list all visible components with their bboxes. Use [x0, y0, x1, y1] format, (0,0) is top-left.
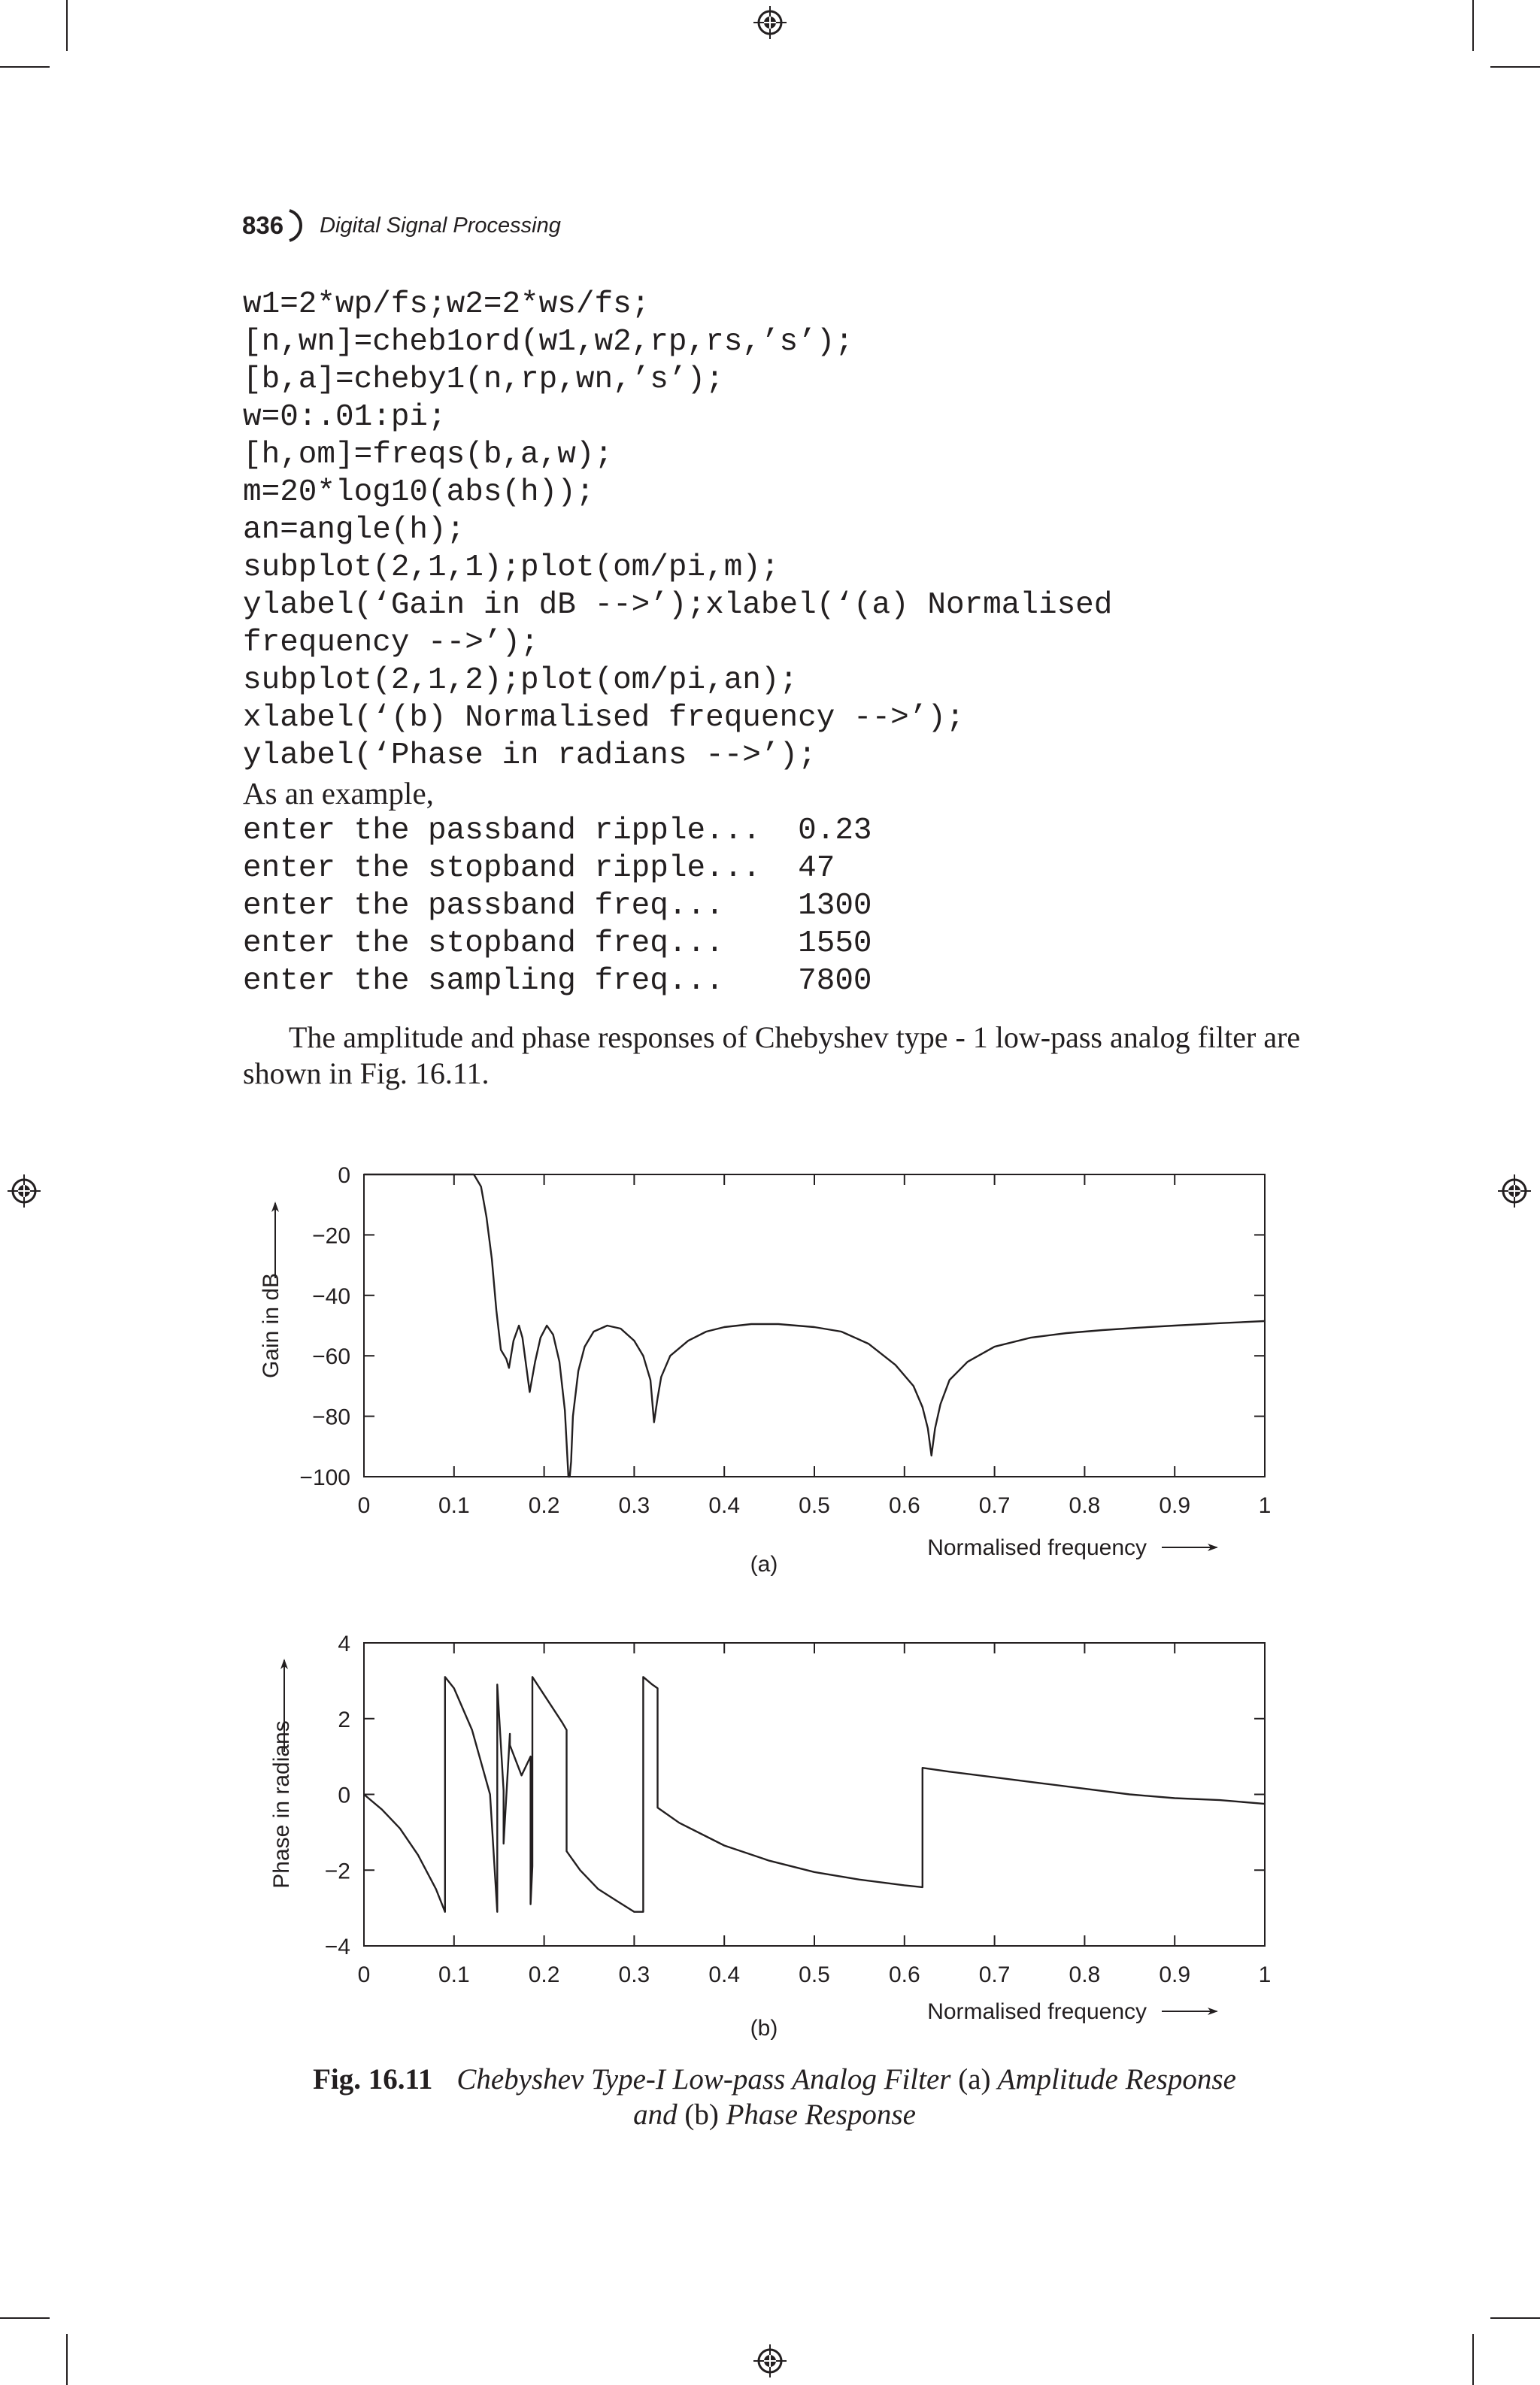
caption-text: and — [633, 2099, 685, 2131]
crop-mark — [1490, 66, 1540, 68]
example-line: enter the stopband ripple... 47 — [243, 851, 835, 886]
crop-mark — [1472, 2334, 1474, 2385]
x-tick-label: 0.9 — [1159, 1962, 1191, 1987]
x-tick-label: 0.8 — [1069, 1962, 1101, 1987]
x-tick-label: 0.4 — [708, 1493, 741, 1518]
x-tick-label: 0.7 — [978, 1493, 1011, 1518]
figure-caption — [226, 2062, 1323, 2132]
code-line: ylabel(‘Gain in dB -->’);xlabel(‘(a) Normalised — [243, 588, 1113, 623]
code-line: [b,a]=cheby1(n,rp,wn,’s’); — [243, 362, 724, 397]
example-line: enter the sampling freq... 7800 — [243, 964, 872, 999]
example-line: enter the passband freq... 1300 — [243, 889, 872, 923]
y-tick-label: 0 — [338, 1783, 350, 1808]
series-line — [364, 1174, 1265, 1477]
y-tick-label: 4 — [338, 1632, 350, 1656]
code-line: [h,om]=freqs(b,a,w); — [243, 438, 614, 472]
bracket-icon — [288, 209, 305, 242]
x-tick-label: 0.3 — [618, 1962, 650, 1987]
phase-chart — [269, 1632, 1271, 2041]
code-line: [n,wn]=cheb1ord(w1,w2,rp,rs,’s’); — [243, 325, 853, 359]
figure-label: Fig. 16.11 — [313, 2063, 433, 2096]
code-line: w1=2*wp/fs;w2=2*ws/fs; — [243, 287, 650, 322]
code-line: an=angle(h); — [243, 513, 465, 547]
caption-part-a: (a) — [958, 2063, 991, 2096]
running-head — [242, 203, 561, 248]
x-tick-label: 1 — [1258, 1962, 1272, 1987]
x-tick-label: 0.8 — [1069, 1493, 1101, 1518]
plot-frame — [364, 1643, 1265, 1946]
x-tick-label: 0.6 — [888, 1962, 920, 1987]
y-tick-label: 2 — [338, 1707, 350, 1732]
caption-text: Chebyshev Type-I Low-pass Analog Filter — [456, 2063, 959, 2096]
y-tick-label: −20 — [312, 1223, 350, 1249]
code-listing — [243, 286, 1371, 1000]
x-tick-label: 0.3 — [618, 1493, 650, 1518]
panel-label: (b) — [750, 2016, 778, 2041]
x-tick-label: 0.5 — [799, 1493, 830, 1518]
x-tick-label: 0.6 — [888, 1493, 920, 1518]
x-tick-label: 0.2 — [528, 1962, 560, 1987]
crop-mark — [0, 66, 50, 68]
registration-mark-icon — [753, 2344, 787, 2377]
code-line: w=0:.01:pi; — [243, 400, 447, 435]
code-line: subplot(2,1,1);plot(om/pi,m); — [243, 550, 780, 585]
crop-mark — [66, 0, 68, 51]
code-line: xlabel(‘(b) Normalised frequency -->’); — [243, 701, 965, 735]
gain-chart — [259, 1163, 1271, 1577]
x-tick-label: 0.9 — [1159, 1493, 1191, 1518]
x-axis-label: Normalised frequency — [927, 1535, 1147, 1560]
code-line: m=20*log10(abs(h)); — [243, 475, 595, 510]
y-axis-label: Gain in dB — [259, 1272, 283, 1379]
registration-mark-icon — [8, 1174, 41, 1208]
caption-text: Phase Response — [718, 2099, 916, 2131]
example-line: enter the passband ripple... 0.23 — [243, 814, 872, 848]
code-line: subplot(2,1,2);plot(om/pi,an); — [243, 663, 799, 698]
x-axis-label: Normalised frequency — [927, 1999, 1147, 2024]
caption-part-b: (b) — [684, 2099, 719, 2131]
example-line: enter the stopband freq... 1550 — [243, 926, 872, 961]
y-tick-label: 0 — [338, 1163, 350, 1188]
y-tick-label: −80 — [312, 1405, 350, 1430]
y-tick-label: −100 — [299, 1465, 350, 1490]
code-line: frequency -->’); — [243, 626, 539, 660]
crop-mark — [1490, 2317, 1540, 2319]
y-axis-label: Phase in radians — [269, 1720, 294, 1889]
plot-frame — [364, 1174, 1265, 1477]
example-intro: As an example, — [243, 776, 434, 811]
code-line: ylabel(‘Phase in radians -->’); — [243, 738, 817, 773]
page-number: 836 — [242, 211, 284, 239]
caption-text: Amplitude Response — [990, 2063, 1236, 2096]
crop-mark — [66, 2334, 68, 2385]
x-tick-label: 0.1 — [438, 1493, 470, 1518]
y-tick-label: −2 — [324, 1859, 350, 1884]
y-tick-label: −40 — [312, 1283, 350, 1309]
body-paragraph: The amplitude and phase responses of Chebyshev type - 1 low-pass analog filter are shown in Fig. 16.11. — [243, 1020, 1301, 1090]
x-tick-label: 0.5 — [799, 1962, 830, 1987]
x-tick-label: 0.4 — [708, 1962, 741, 1987]
book-title: Digital Signal Processing — [320, 213, 561, 238]
x-tick-label: 1 — [1258, 1493, 1272, 1518]
registration-mark-icon — [753, 6, 787, 39]
x-tick-label: 0.2 — [528, 1493, 560, 1518]
x-tick-label: 0.7 — [978, 1962, 1011, 1987]
x-tick-label: 0 — [357, 1962, 371, 1987]
x-tick-label: 0 — [357, 1493, 371, 1518]
x-tick-label: 0.1 — [438, 1962, 470, 1987]
y-tick-label: −4 — [324, 1935, 350, 1959]
crop-mark — [0, 2317, 50, 2319]
y-tick-label: −60 — [312, 1344, 350, 1370]
series-line — [364, 1677, 1265, 1911]
crop-mark — [1472, 0, 1474, 51]
registration-mark-icon — [1498, 1174, 1531, 1208]
panel-label: (a) — [750, 1552, 778, 1577]
